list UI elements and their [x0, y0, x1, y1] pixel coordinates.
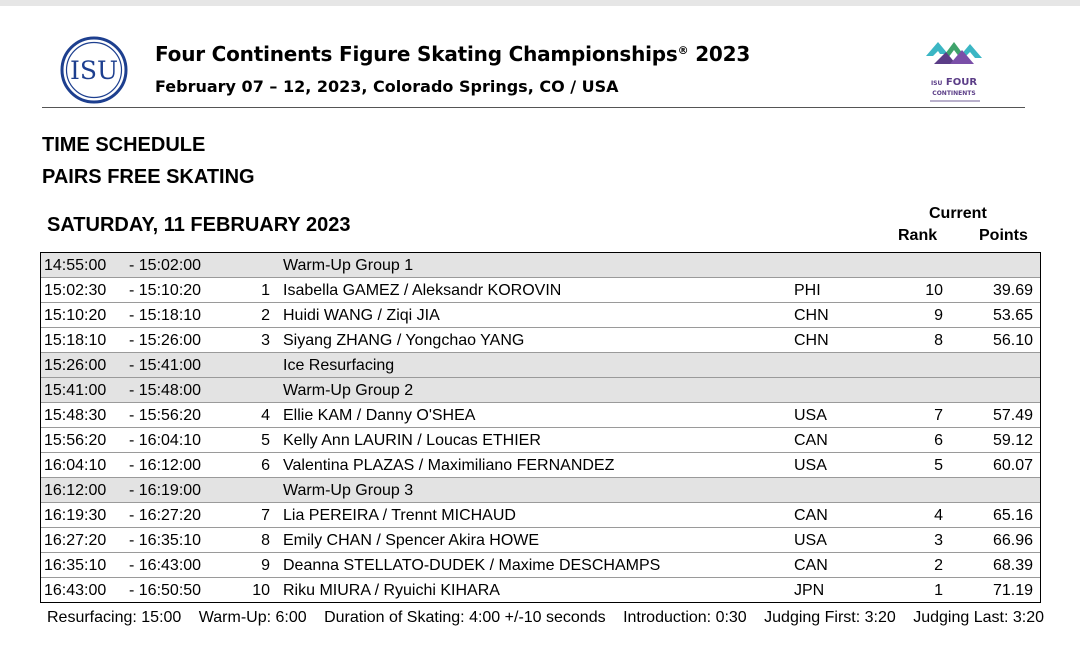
start-time: 16:35:10 — [44, 557, 107, 574]
current-points: 65.16 — [992, 507, 1033, 524]
end-time: - 16:35:10 — [129, 532, 202, 549]
start-number: 7 — [261, 507, 270, 524]
table-row — [41, 403, 1040, 428]
start-time: 14:55:00 — [44, 257, 107, 274]
current-points: 71.19 — [992, 582, 1033, 599]
start-number: 10 — [252, 582, 270, 599]
logo-word: FOUR — [945, 77, 978, 88]
end-time: - 16:04:10 — [129, 432, 202, 449]
end-time: - 16:19:00 — [129, 482, 202, 499]
start-number: 1 — [261, 282, 270, 299]
current-rank: 4 — [934, 507, 943, 524]
current-rank: 6 — [934, 432, 943, 449]
skater-names: Isabella GAMEZ / Aleksandr KOROVIN — [283, 282, 562, 299]
nation: CAN — [794, 557, 828, 574]
logo-small-text: ISU — [930, 80, 943, 87]
end-time: - 16:12:00 — [129, 457, 202, 474]
nation: USA — [794, 457, 827, 474]
end-time: - 15:48:00 — [129, 382, 202, 399]
start-number: 8 — [261, 532, 270, 549]
skater-names: Kelly Ann LAURIN / Loucas ETHIER — [283, 432, 541, 449]
event-title-text: Four Continents Figure Skating Championships — [155, 42, 678, 66]
start-number: 9 — [261, 557, 270, 574]
skater-names: Siyang ZHANG / Yongchao YANG — [283, 332, 525, 349]
start-number: 2 — [261, 307, 270, 324]
column-header-rank: Rank — [898, 227, 938, 244]
current-rank: 10 — [925, 282, 943, 299]
skater-names: Emily CHAN / Spencer Akira HOWE — [283, 532, 540, 549]
segment-title: PAIRS FREE SKATING — [42, 166, 255, 188]
header-rule — [42, 107, 1025, 108]
nation: PHI — [794, 282, 821, 299]
end-time: - 16:27:20 — [129, 507, 202, 524]
start-time: 15:02:30 — [44, 282, 107, 299]
four-continents-wordmark — [920, 78, 988, 98]
end-time: - 15:41:00 — [129, 357, 202, 374]
footer-judging-first: Judging First: 3:20 — [764, 609, 896, 626]
start-number: 3 — [261, 332, 270, 349]
footer-warmup: Warm-Up: 6:00 — [198, 609, 307, 626]
start-time: 16:04:10 — [44, 457, 107, 474]
current-points: 60.07 — [992, 457, 1033, 474]
current-rank: 5 — [934, 457, 943, 474]
start-time: 15:18:10 — [44, 332, 107, 349]
nation: CAN — [794, 507, 828, 524]
end-time: - 15:26:00 — [129, 332, 202, 349]
skater-names: Warm-Up Group 1 — [283, 257, 414, 274]
table-row — [41, 503, 1040, 528]
table-row — [41, 578, 1040, 602]
footer-resurfacing: Resurfacing: 15:00 — [47, 609, 182, 626]
start-number: 4 — [261, 407, 270, 424]
start-time: 16:19:30 — [44, 507, 107, 524]
schedule-title: TIME SCHEDULE — [42, 134, 206, 156]
break-row — [41, 478, 1040, 503]
nation: CHN — [794, 332, 829, 349]
current-points: 59.12 — [992, 432, 1033, 449]
end-time: - 15:56:20 — [129, 407, 202, 424]
skater-names: Warm-Up Group 2 — [283, 382, 414, 399]
skater-names: Huidi WANG / Ziqi JIA — [283, 307, 440, 324]
table-row — [41, 428, 1040, 453]
registered-mark: ® — [677, 44, 689, 57]
current-rank: 1 — [934, 582, 943, 599]
nation: CHN — [794, 307, 829, 324]
start-time: 15:48:30 — [44, 407, 107, 424]
event-subtitle: February 07 – 12, 2023, Colorado Springs, CO / USA — [155, 77, 619, 96]
current-points: 56.10 — [992, 332, 1033, 349]
table-row — [41, 328, 1040, 353]
schedule-table — [40, 252, 1041, 603]
footer-introduction: Introduction: 0:30 — [623, 609, 747, 626]
current-rank: 9 — [934, 307, 943, 324]
skater-names: Warm-Up Group 3 — [283, 482, 414, 499]
current-points: 66.96 — [992, 532, 1033, 549]
start-time: 16:27:20 — [44, 532, 107, 549]
end-time: - 16:50:50 — [129, 582, 202, 599]
event-year: 2023 — [695, 42, 751, 66]
current-points: 57.49 — [992, 407, 1033, 424]
current-rank: 3 — [934, 532, 943, 549]
start-time: 16:43:00 — [44, 582, 107, 599]
start-time: 15:10:20 — [44, 307, 107, 324]
footer-judging-last: Judging Last: 3:20 — [913, 609, 1044, 626]
skater-names: Riku MIURA / Ryuichi KIHARA — [283, 582, 500, 599]
table-row — [41, 303, 1040, 328]
current-points: 68.39 — [992, 557, 1033, 574]
end-time: - 15:10:20 — [129, 282, 202, 299]
logo-fineprint — [930, 100, 980, 102]
start-time: 16:12:00 — [44, 482, 107, 499]
table-row — [41, 453, 1040, 478]
current-rank: 2 — [934, 557, 943, 574]
footer-duration: Duration of Skating: 4:00 +/-10 seconds — [324, 609, 606, 626]
table-row — [41, 528, 1040, 553]
skater-names: Ellie KAM / Danny O'SHEA — [283, 407, 476, 424]
footer-info — [47, 609, 1044, 627]
current-rank: 8 — [934, 332, 943, 349]
column-header-current: Current — [929, 205, 987, 222]
table-row — [41, 278, 1040, 303]
start-number: 5 — [261, 432, 270, 449]
skater-names: Valentina PLAZAS / Maximiliano FERNANDEZ — [283, 457, 615, 474]
isu-logo — [59, 35, 129, 105]
break-row — [41, 353, 1040, 378]
end-time: - 15:18:10 — [129, 307, 202, 324]
event-title — [155, 42, 750, 66]
start-time: 15:26:00 — [44, 357, 107, 374]
start-time: 15:56:20 — [44, 432, 107, 449]
nation: JPN — [794, 582, 825, 599]
break-row — [41, 378, 1040, 403]
top-bar — [0, 0, 1080, 6]
start-time: 15:41:00 — [44, 382, 107, 399]
skater-names: Lia PEREIRA / Trennt MICHAUD — [283, 507, 516, 524]
column-header-points: Points — [979, 227, 1028, 244]
isu-logo-text: ISU — [69, 56, 119, 85]
nation: USA — [794, 532, 827, 549]
end-time: - 15:02:00 — [129, 257, 202, 274]
current-points: 53.65 — [992, 307, 1033, 324]
end-time: - 16:43:00 — [129, 557, 202, 574]
day-heading: SATURDAY, 11 FEBRUARY 2023 — [47, 214, 351, 236]
logo-word2: CONTINENTS — [932, 90, 976, 97]
current-rank: 7 — [934, 407, 943, 424]
table-row — [41, 553, 1040, 578]
break-row — [41, 253, 1040, 278]
current-points: 39.69 — [992, 282, 1033, 299]
nation: USA — [794, 407, 827, 424]
nation: CAN — [794, 432, 828, 449]
skater-names: Deanna STELLATO-DUDEK / Maxime DESCHAMPS — [283, 557, 661, 574]
skater-names: Ice Resurfacing — [283, 357, 395, 374]
start-number: 6 — [261, 457, 270, 474]
